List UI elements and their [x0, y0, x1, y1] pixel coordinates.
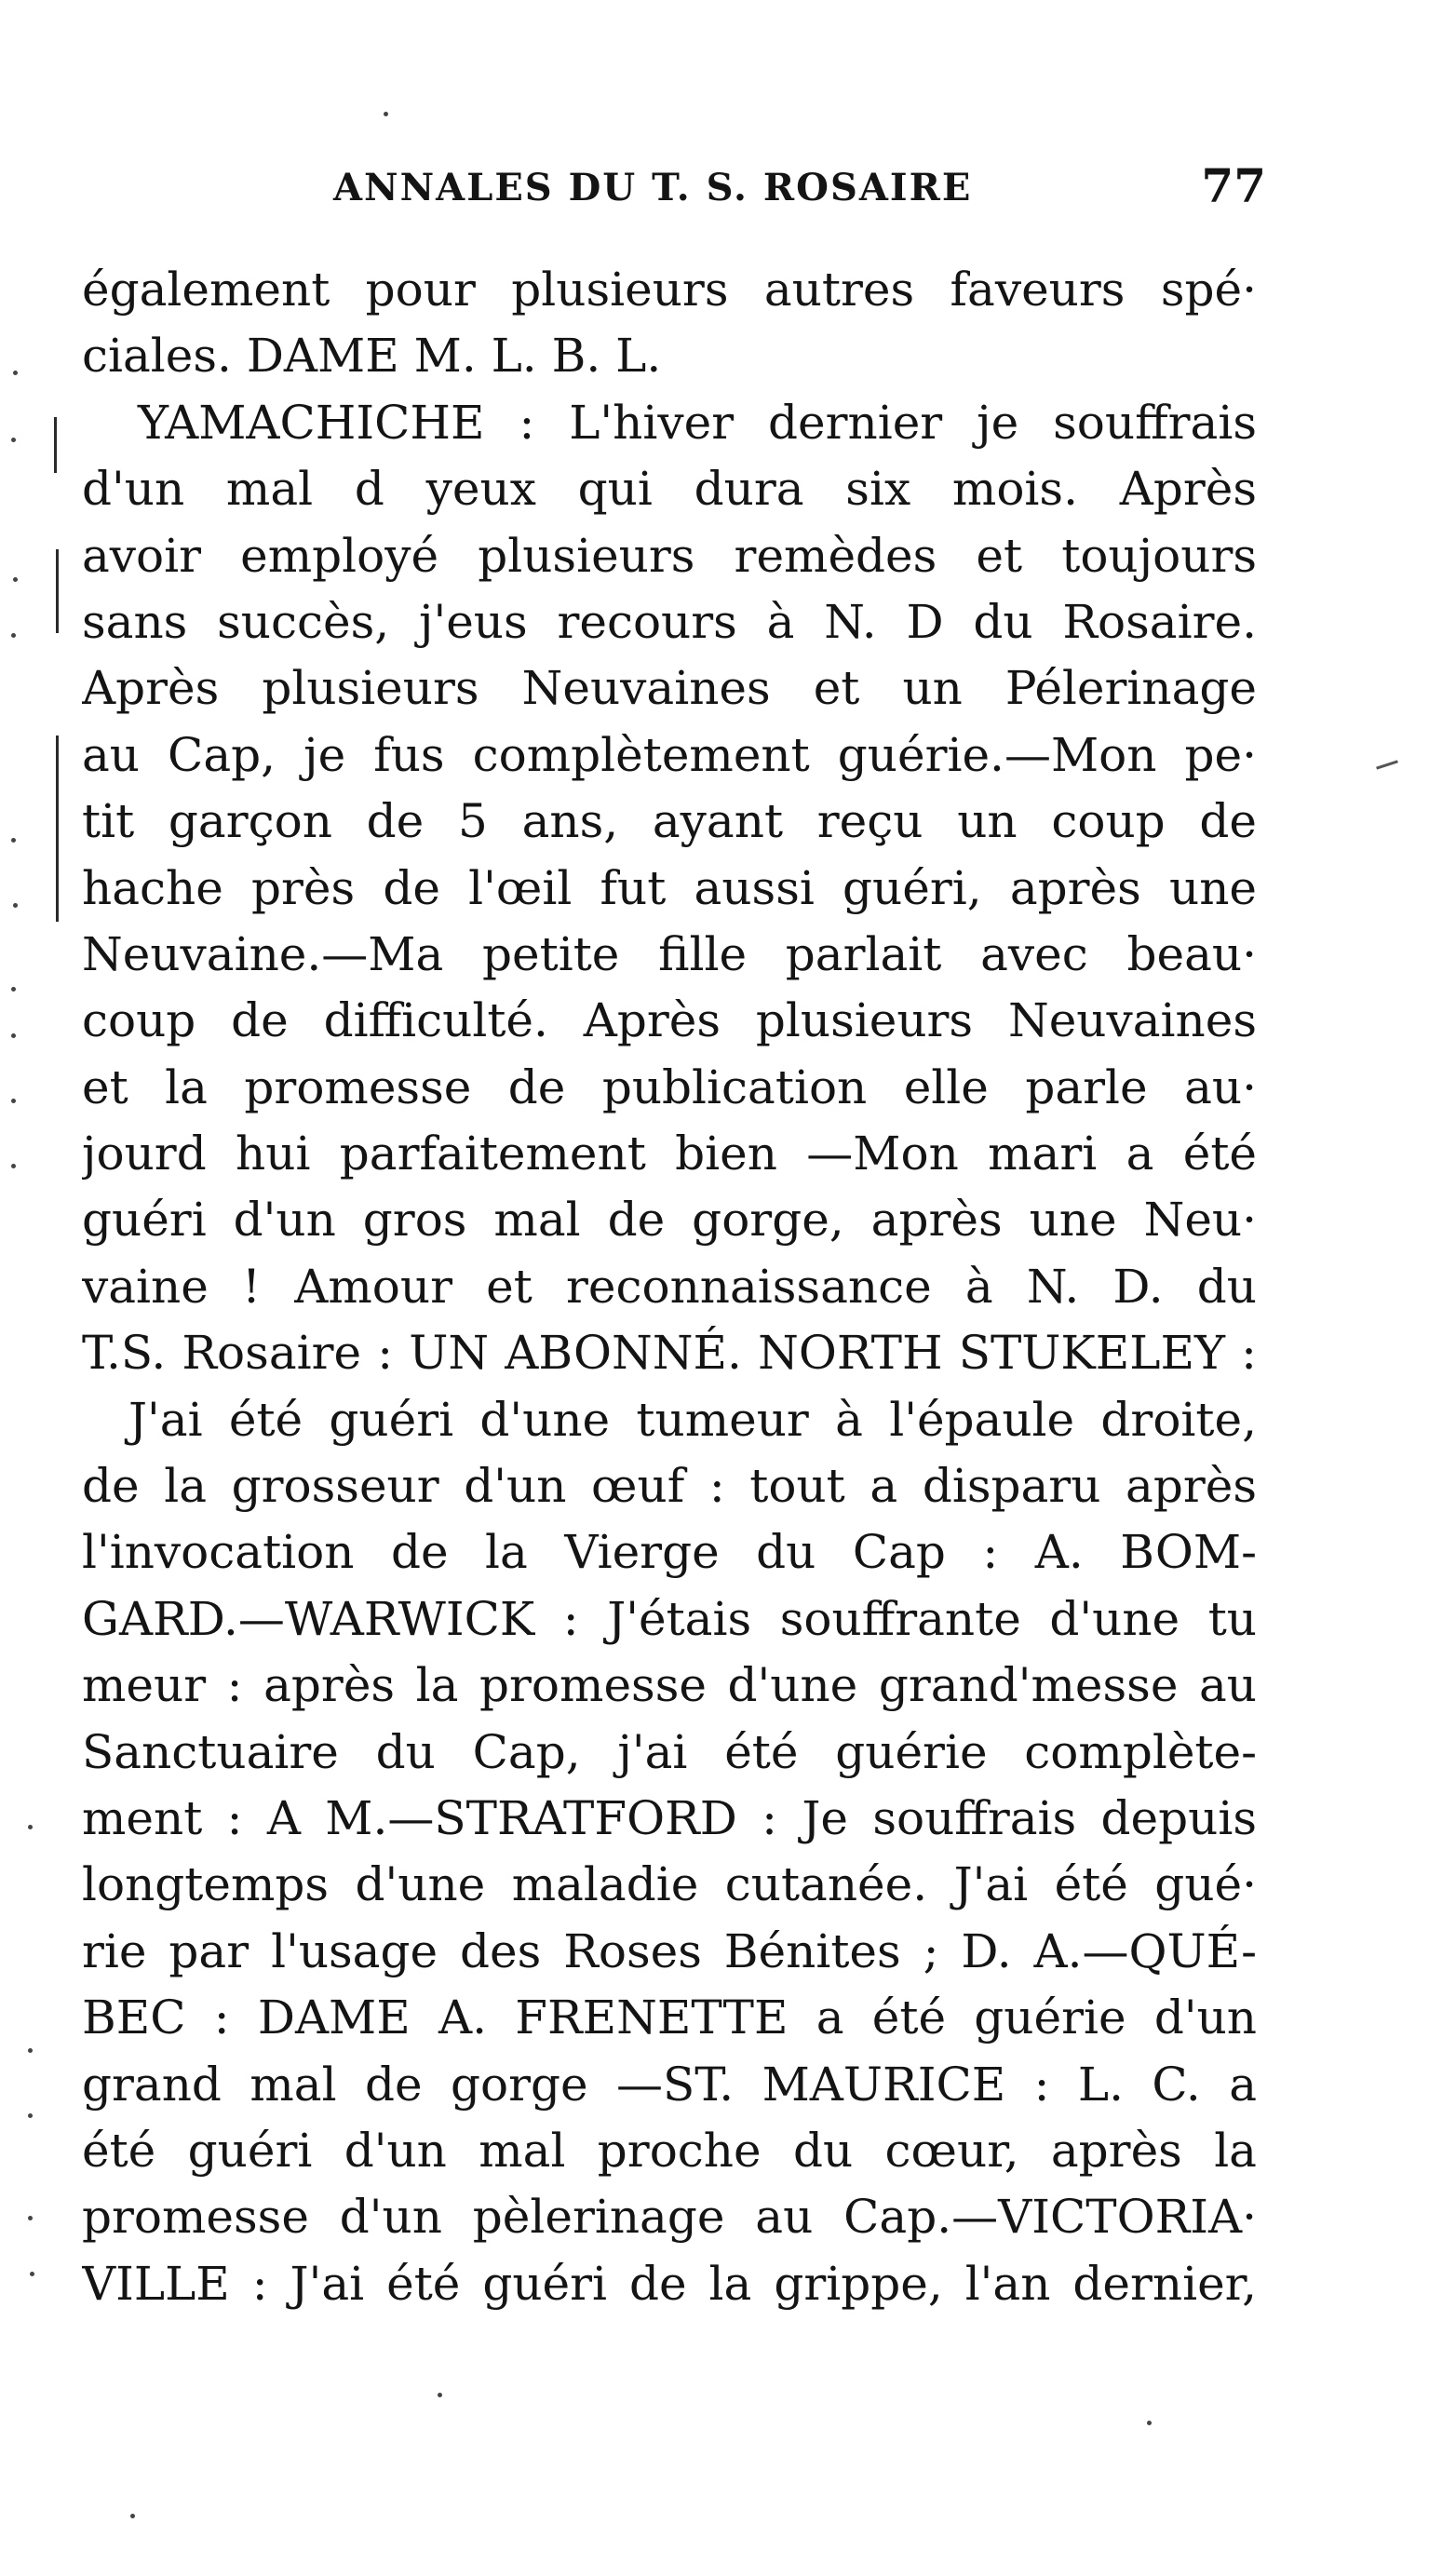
page-number: 77 [1201, 158, 1266, 213]
text-line: au Cap, je fus complètement guérie.—Mon pe· [82, 727, 1257, 782]
margin-speck [11, 438, 16, 442]
text-line: tit garçon de 5 ans, ayant reçu un coup de [82, 794, 1257, 849]
margin-rule [54, 417, 57, 473]
text-line: J'ai été guéri d'une tumeur à l'épaule droite, [128, 1392, 1257, 1447]
text-line: YAMACHICHE : L'hiver dernier je souffrais [138, 395, 1257, 450]
text-line: longtemps d'une maladie cutanée. J'ai été gué· [82, 1857, 1257, 1912]
margin-speck [13, 371, 18, 375]
text-line: GARD.—WARWICK : J'étais souffrante d'une tu [82, 1591, 1257, 1646]
text-line: ment : A M.—STRATFORD : Je souffrais depuis [82, 1790, 1257, 1845]
page-speck [130, 2514, 135, 2518]
text-line: l'invocation de la Vierge du Cap : A. BOM- [82, 1525, 1257, 1580]
text-line: Neuvaine.—Ma petite fille parlait avec beau· [82, 926, 1257, 981]
text-line: VILLE : J'ai été guéri de la grippe, l'an dernier, [82, 2256, 1257, 2311]
text-line: hache près de l'œil fut aussi guéri, après une [82, 860, 1257, 915]
margin-rule [56, 549, 59, 633]
margin-rule [56, 735, 59, 922]
margin-speck [11, 1164, 16, 1168]
margin-dash [1376, 760, 1398, 769]
margin-speck [11, 987, 16, 992]
text-line: rie par l'usage des Roses Bénites ; D. A.—QUÉ- [82, 1923, 1257, 1978]
margin-speck [11, 633, 16, 638]
margin-speck [11, 1099, 16, 1103]
margin-speck [28, 1825, 33, 1829]
running-head [326, 158, 1266, 222]
text-line: coup de difficulté. Après plusieurs Neuvaines [82, 993, 1257, 1048]
margin-marks [0, 0, 74, 2564]
text-line: d'un mal d yeux qui dura six mois. Après [82, 462, 1257, 517]
text-line: ciales. DAME M. L. B. L. [82, 329, 662, 384]
page-speck [1147, 2421, 1152, 2425]
text-line: sans succès, j'eus recours à N. D du Rosaire. [82, 594, 1257, 649]
text-line: grand mal de gorge —ST. MAURICE : L. C. a [82, 2057, 1257, 2112]
text-line: guéri d'un gros mal de gorge, après une Neu· [82, 1193, 1257, 1248]
margin-speck [28, 2216, 33, 2220]
text-line: Sanctuaire du Cap, j'ai été guérie complète- [82, 1724, 1257, 1779]
text-line: promesse d'un pèlerinage au Cap.—VICTORIA· [82, 2190, 1257, 2245]
margin-speck [11, 1033, 16, 1038]
margin-speck [28, 2113, 33, 2118]
margin-speck [13, 577, 18, 582]
text-line: meur : après la promesse d'une grand'messe au [82, 1658, 1257, 1713]
margin-speck [30, 2272, 34, 2276]
text-line: Après plusieurs Neuvaines et un Pélerinage [82, 661, 1257, 716]
text-line: avoir employé plusieurs remèdes et toujours [82, 528, 1257, 583]
text-line: vaine ! Amour et reconnaissance à N. D. du [82, 1259, 1257, 1314]
margin-speck [11, 838, 16, 843]
page-speck [438, 2393, 442, 2397]
text-line: été guéri d'un mal proche du cœur, après la [82, 2123, 1257, 2178]
text-line: BEC : DAME A. FRENETTE a été guérie d'un [82, 1990, 1257, 2045]
text-line: et la promesse de publication elle parle au· [82, 1059, 1257, 1114]
running-title: ANNALES DU T. S. ROSAIRE [333, 166, 973, 209]
text-line: de la grosseur d'un œuf : tout a disparu après [82, 1459, 1257, 1514]
margin-speck [28, 2048, 33, 2053]
text-line: T.S. Rosaire : UN ABONNÉ. NORTH STUKELEY : [82, 1326, 1257, 1381]
text-line: également pour plusieurs autres faveurs spé· [82, 263, 1257, 317]
margin-speck [13, 903, 18, 908]
text-line: jourd hui parfaitement bien —Mon mari a été [82, 1127, 1257, 1181]
page-speck [384, 112, 388, 116]
body-text [82, 257, 1257, 2317]
